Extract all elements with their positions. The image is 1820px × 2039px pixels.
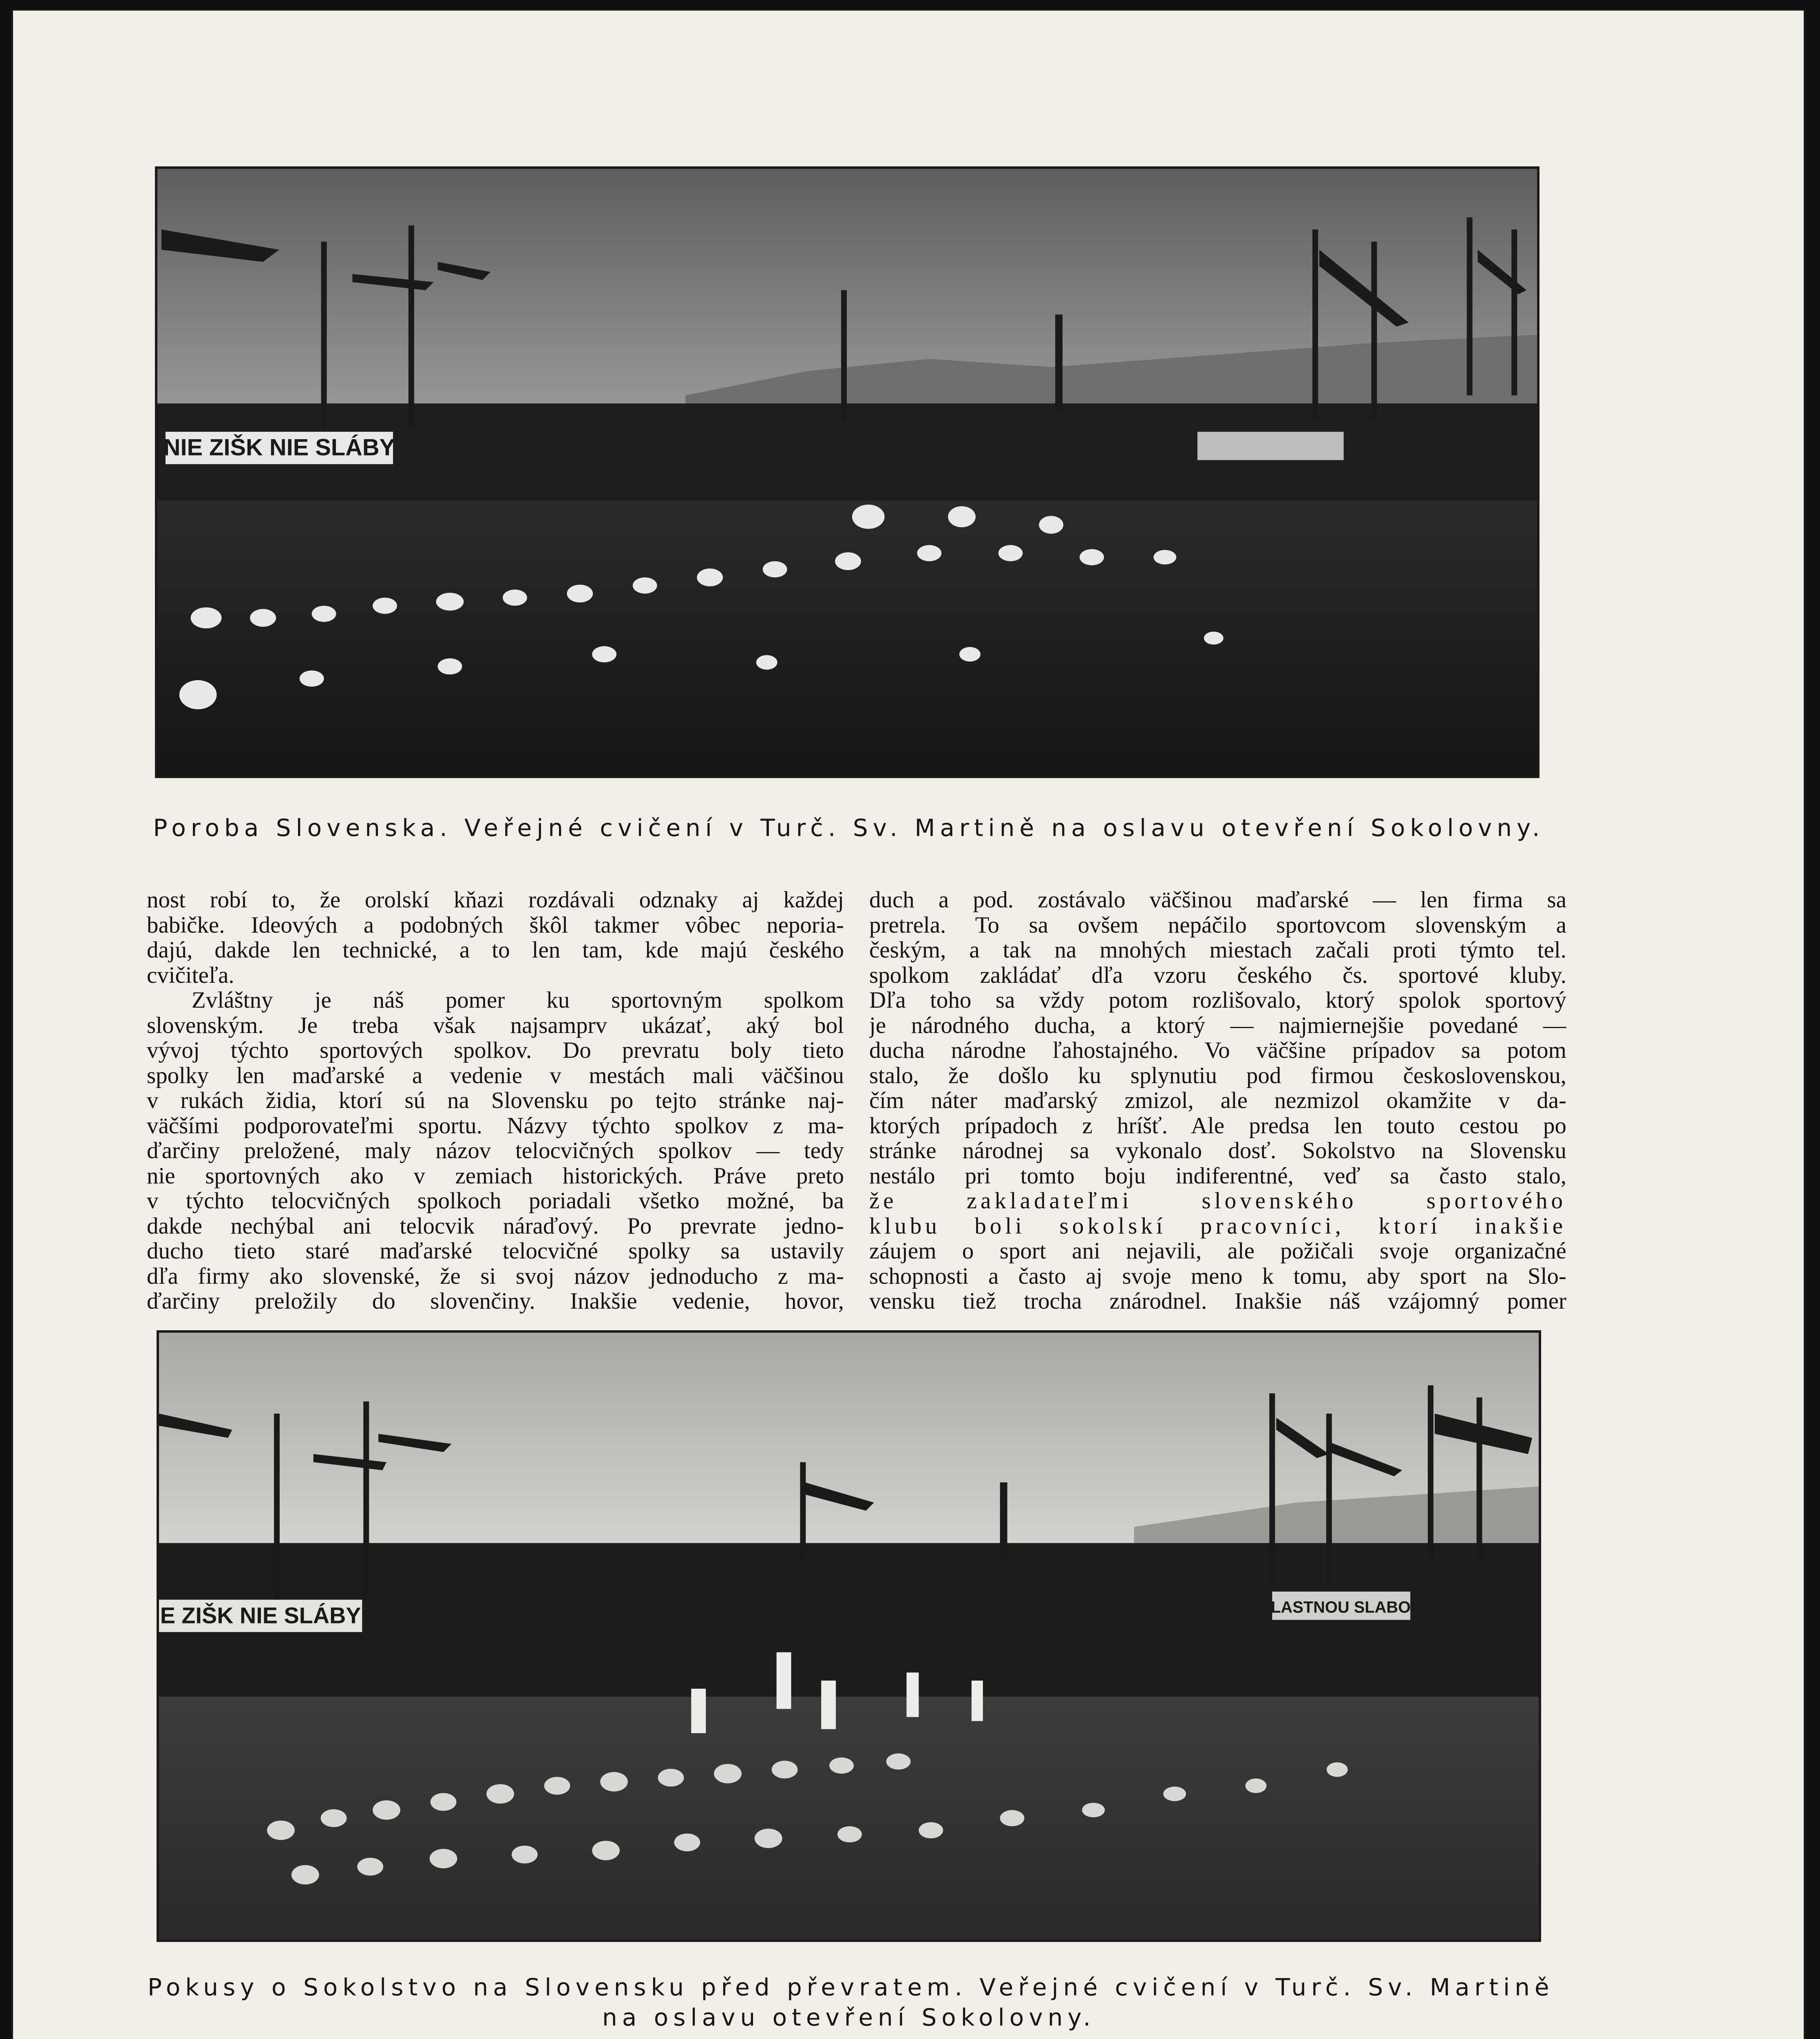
text-line: že zakladateľmi slovenského sportového [869, 1188, 1566, 1214]
text-line: pretrela. To sa ovšem nepáčilo sportovcom slovenským a [869, 912, 1566, 938]
text-line: v rukách židia, ktorí sú na Slovensku po tejto stránke naj- [147, 1088, 844, 1113]
banner-left-text: NIE ZIŠK NIE SLÁBY [163, 434, 395, 461]
text-line: nie sportovných ako v zemiach historických. Práve preto [147, 1163, 844, 1188]
banner-right-text: VLASTNOU SLABOU [1260, 1598, 1422, 1617]
photo-public-exercise-2 [157, 1330, 1541, 1942]
article-column-left [147, 887, 844, 1314]
text-line: ducha národne ľahostajného. Vo väčšine prípadov sa potom [869, 1038, 1566, 1063]
banner-left-text: E ZIŠK NIE SLÁBY [160, 1603, 361, 1628]
text-line: Zvláštny je náš pomer ku sportovným spolkom [192, 988, 844, 1013]
text-line: spolkom zakládať dľa vzoru českého čs. sportové kluby. [869, 962, 1566, 988]
photo-2-caption [148, 1972, 1554, 2032]
article-column-right [869, 887, 1566, 1314]
photo-2-caption-line-2: na oslavu otevření Sokolovny. [602, 2004, 1096, 2031]
photo-2-caption-line-1: Pokusy o Sokolstvo na Slovensku před převratem. Veřejné cvičení v Turč. Sv. Martině [148, 1973, 1554, 2001]
text-line: spolky len maďarské a vedenie v mestách mali väčšinou [147, 1063, 844, 1088]
text-line: ďarčiny preložené, maly názov telocvičných spolkov — tedy [147, 1138, 844, 1163]
text-line: slovenským. Je treba však najsamprv ukázať, aký bol [147, 1013, 844, 1038]
magazine-page [11, 9, 1805, 2039]
text-line: ďarčiny preložily do slovenčiny. Inakšie vedenie, hovor, [147, 1289, 844, 1314]
text-line: čím náter maďarský zmizol, ale nezmizol okamžite v da- [869, 1088, 1566, 1113]
text-line: cvičiteľa. [147, 962, 234, 988]
text-line: nost robí to, že orolskí kňazi rozdávali odznaky aj každej [147, 887, 844, 913]
photo-1-caption: Poroba Slovenska. Veřejné cvičení v Turč. Sv. Martině na oslavu otevření Sokolovny. [153, 814, 1545, 842]
text-line: ducho tieto staré maďarské telocvičné spolky sa ustavily [147, 1238, 844, 1264]
text-line: vensku tiež trocha znárodnel. Inakšie náš vzájomný pomer [869, 1289, 1566, 1314]
text-line: nestálo pri tomto boju indiferentné, veď sa často stalo, [869, 1163, 1566, 1188]
text-line: Dľa toho sa vždy potom rozlišovalo, ktorý spolok sportový [869, 988, 1566, 1013]
text-line: českým, a tak na mnohých miestach začali proti týmto tel. [869, 938, 1566, 963]
text-line: stránke národnej sa vykonalo dosť. Sokolstvo na Slovensku [869, 1138, 1566, 1163]
text-line: záujem o sport ani nejavili, ale požičali svoje organizačné [869, 1238, 1566, 1264]
text-line: duch a pod. zostávalo väčšinou maďarské — len firma sa [869, 887, 1566, 913]
text-line: väčšími podporovateľmi sportu. Názvy týchto spolkov z ma- [147, 1113, 844, 1138]
text-line: klubu boli sokolskí pracovníci, ktorí inakšie [869, 1213, 1566, 1238]
text-line: dakde nechýbal ani telocvik náraďový. Po prevrate jedno- [147, 1213, 844, 1238]
photo-public-exercise-1 [155, 166, 1539, 778]
text-line: dľa firmy ako slovenské, že si svoj názov jednoducho z ma- [147, 1263, 844, 1289]
text-line: stalo, že došlo ku splynutiu pod firmou československou, [869, 1063, 1566, 1088]
text-line: babičke. Ideových a podobných škôl takmer vôbec neporia- [147, 912, 844, 938]
text-line: ktorých prípadoch z hríšť. Ale predsa len touto cestou po [869, 1113, 1566, 1138]
text-line: schopnosti a často aj svoje meno k tomu, aby sport na Slo- [869, 1263, 1566, 1289]
photo-2-image [159, 1333, 1539, 1939]
photo-1-image [157, 169, 1537, 776]
text-line: v týchto telocvičných spolkoch poriadali všetko možné, ba [147, 1188, 844, 1214]
text-line: vývoj týchto sportových spolkov. Do prevratu boly tieto [147, 1038, 844, 1063]
text-line: dajú, dakde len technické, a to len tam, kde majú českého [147, 938, 844, 963]
text-line: je národného ducha, a ktorý — najmiernejšie povedané — [869, 1013, 1566, 1038]
